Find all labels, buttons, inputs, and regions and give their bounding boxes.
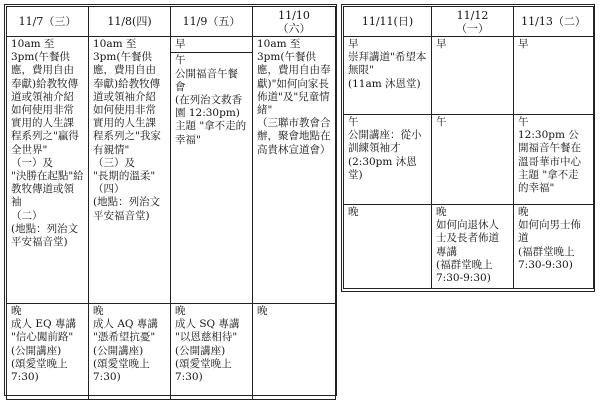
cell-11-10-day: 10am 至 3pm(午餐供應，費用自由奉獻)"如何向家長佈道"及"兒童情緒" （三聯市教會合辦，聚會地點在高貴林宣道會） xyxy=(253,37,336,304)
schedule-table-week2 xyxy=(343,6,594,289)
cell-11-11-morning: 早 崇拜講道"希望本無限" (11am 沐恩堂) xyxy=(344,37,432,115)
header-11-8: 11/8(四) xyxy=(89,7,171,37)
cell-11-13-morning: 早 xyxy=(514,37,594,115)
schedule-table-week1 xyxy=(6,6,336,400)
cell-11-9-evening: 晚 成人 SQ 專講 "以恩慈相待" (公開講座) (頌愛堂晚上 7:30) xyxy=(171,304,253,400)
header-11-13: 11/13（二） xyxy=(514,7,594,37)
header-11-10: 11/10 （六） xyxy=(253,7,336,37)
cell-11-9-noon: 午 公開福音午餐會 (在列治文救香園 12:30pm)主題 "拿不走的幸福" xyxy=(171,53,253,304)
cell-11-9-morning: 早 xyxy=(171,37,253,53)
cell-11-12-evening: 晚 如何向退休人士及長者佈道專講 (福群堂晚上 7:30-9:30) xyxy=(432,205,514,289)
cell-11-13-noon: 午 12:30pm 公開福音午餐在溫哥華市中心主題 "拿不走的幸福" xyxy=(514,115,594,205)
cell-11-13-evening: 晚 如何向男士佈道 (福群堂晚上 7:30-9:30) xyxy=(514,205,594,289)
cell-11-12-morning: 早 xyxy=(432,37,514,115)
header-11-9: 11/9（五） xyxy=(171,7,253,37)
cell-11-7-day: 10am 至 3pm(午餐供應，費用自由奉獻)給教牧傳道或領袖介紹如何使用非常實用的人生課程系列之"贏得全世界" （一）及 "決勝在起點"給教牧傳道或領袖 （二） (地點：列治文平安福音堂) xyxy=(7,37,89,304)
cell-11-7-evening: 晚 成人 EQ 專講 "信心闖前路" (公開講座) (頌愛堂晚上 7:30) xyxy=(7,304,89,400)
cell-11-8-evening: 晚 成人 AQ 專講 "憑希望抗憂" (公開講座) (頌愛堂晚上 7:30) xyxy=(89,304,171,400)
header-11-12: 11/12 （一） xyxy=(432,7,514,37)
cell-11-11-evening: 晚 xyxy=(344,205,432,289)
cell-11-10-evening: 晚 xyxy=(253,304,336,400)
cell-11-8-day: 10am 至 3pm(午餐供應，費用自由奉獻)給教牧傳道或領袖介紹如何使用非常實用的人生課程系列之"我家有親情" （三）及 "長期的溫柔" （四） (地點：列治文平安福音堂) xyxy=(89,37,171,304)
header-11-11: 11/11(日) xyxy=(344,7,432,37)
header-11-7: 11/7（三） xyxy=(7,7,89,37)
cell-11-12-noon: 午 xyxy=(432,115,514,205)
cell-11-11-noon: 午 公開講座：從小訓練領袖才 (2:30pm 沐恩堂) xyxy=(344,115,432,205)
